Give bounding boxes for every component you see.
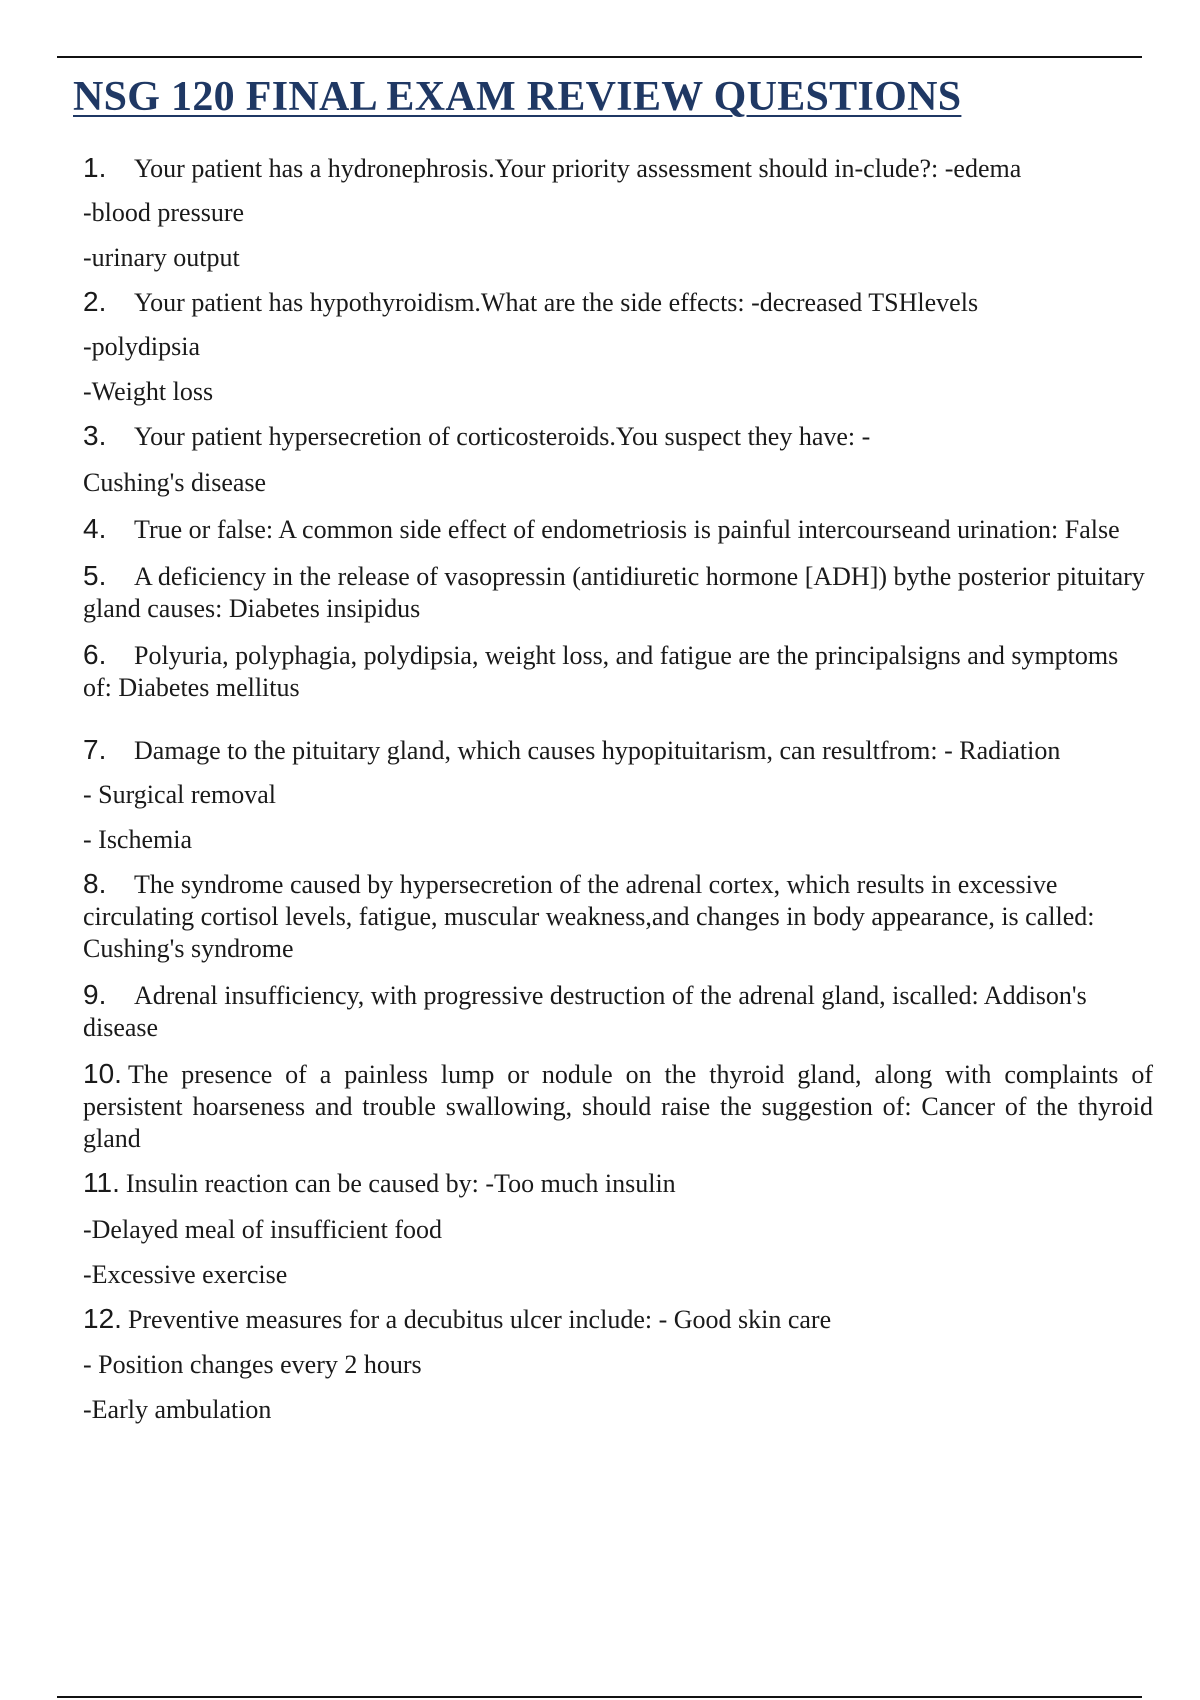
question-text: 1. Your patient has a hydronephrosis.Your priority assessment should in-clude?: -edema (83, 152, 1022, 183)
question-text: 7. Damage to the pituitary gland, which causes hypopituitarism, can resultfrom: - Radiation (83, 734, 1061, 765)
question-number: 1. (83, 152, 107, 183)
question-item (83, 513, 1153, 546)
question-text: 12. Preventive measures for a decubitus ulcer include: - Good skin care (83, 1303, 832, 1334)
question-number: 7. (83, 734, 107, 765)
answer-line: - Surgical removal (83, 780, 277, 809)
answer-line: -Early ambulation (83, 1395, 272, 1424)
question-number: 5. (83, 560, 107, 591)
question-item (83, 868, 1153, 965)
question-list (83, 152, 1153, 1426)
question-text: 8. The syndrome caused by hypersecretion of the adrenal cortex, which results in excessive circulating cortisol levels, fatigue, muscular weakness,and changes in body appearance, is called: Cushing's syndrome (83, 868, 1095, 963)
answer-line: -urinary output (83, 243, 240, 272)
answer-line: -blood pressure (83, 198, 245, 227)
question-text: 10. The presence of a painless lump or nodule on the thyroid gland, along with complaints of persistent hoarseness and trouble swallowing, should raise the suggestion of: Cancer of the thyroid gland (83, 1058, 1153, 1153)
question-item (83, 979, 1153, 1044)
question-item (83, 734, 1153, 856)
question-item (83, 286, 1153, 408)
question-item (83, 420, 1153, 499)
page-title: NSG 120 FINAL EXAM REVIEW QUESTIONS (73, 74, 962, 120)
question-text: 9. Adrenal insufficiency, with progressive destruction of the adrenal gland, iscalled: Addison's disease (83, 979, 1087, 1042)
question-number: 11. (83, 1167, 120, 1198)
question-item (83, 152, 1153, 274)
question-number: 9. (83, 979, 107, 1010)
question-number: 6. (83, 639, 107, 670)
answer-line: -Delayed meal of insufficient food (83, 1215, 443, 1244)
question-text: 4. True or false: A common side effect of endometriosis is painful intercourseand urination: False (83, 513, 1120, 544)
answer-line: - Ischemia (83, 825, 193, 854)
question-item (83, 560, 1153, 625)
question-text: 5. A deficiency in the release of vasopressin (antidiuretic hormone [ADH]) bythe posterior pituitary gland causes: Diabetes insipidus (83, 560, 1145, 623)
top-rule (57, 56, 1142, 58)
question-item (83, 1303, 1153, 1426)
question-number: 2. (83, 286, 107, 317)
question-item (83, 1167, 1153, 1291)
question-item (83, 639, 1153, 704)
question-number: 8. (83, 868, 107, 899)
question-item (83, 1058, 1153, 1155)
answer-line: -Weight loss (83, 377, 214, 406)
question-number: 4. (83, 513, 107, 544)
question-number: 12. (83, 1303, 122, 1334)
question-text: 11. Insulin reaction can be caused by: -Too much insulin (83, 1167, 676, 1198)
answer-line: - Position changes every 2 hours (83, 1350, 422, 1379)
answer-line: -polydipsia (83, 332, 200, 361)
bottom-rule (57, 1696, 1142, 1698)
answer-line: -Excessive exercise (83, 1260, 288, 1289)
question-text: 2. Your patient has hypothyroidism.What are the side effects: -decreased TSHlevels (83, 286, 979, 317)
question-number: 10. (83, 1058, 122, 1089)
question-text: 6. Polyuria, polyphagia, polydipsia, weight loss, and fatigue are the principalsigns and symptoms of: Diabetes mellitus (83, 639, 1119, 702)
question-number: 3. (83, 420, 107, 451)
answer-line: Cushing's disease (83, 468, 267, 497)
question-text: 3. Your patient hypersecretion of corticosteroids.You suspect they have: - (83, 420, 871, 451)
